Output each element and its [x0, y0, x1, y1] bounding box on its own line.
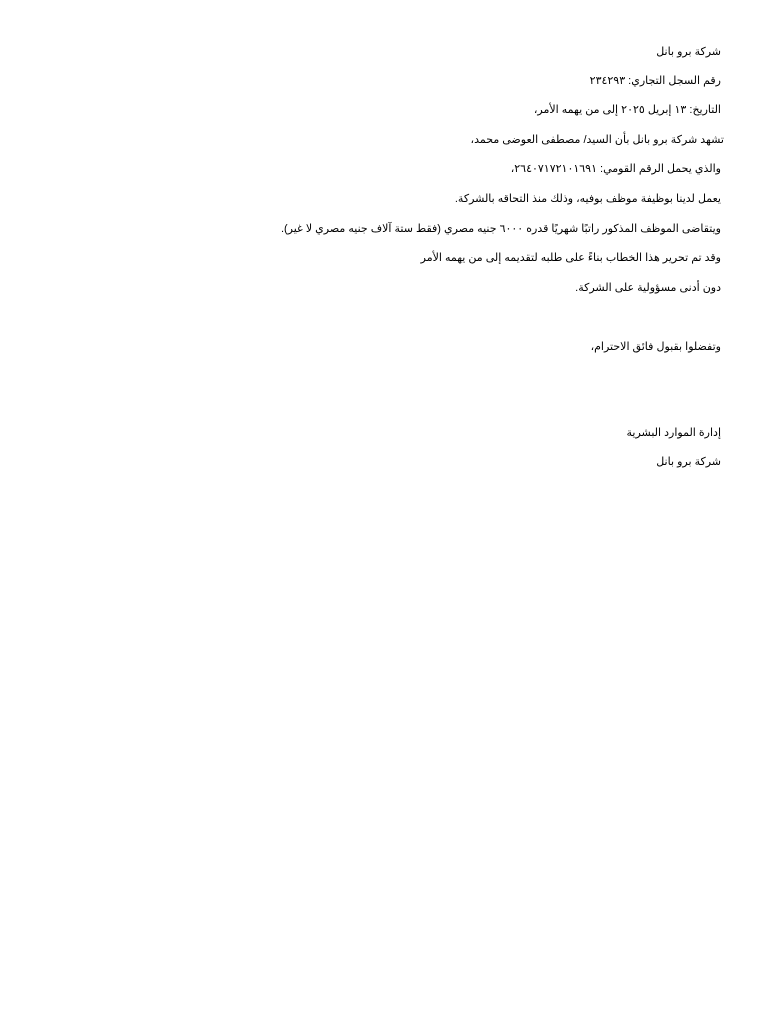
closing-line: وتفضلوا بقبول فائق الاحترام، — [590, 341, 721, 353]
company-header: شركة برو بانل — [656, 46, 721, 58]
job-line: يعمل لدينا بوظيفة موظف بوفيه، وذلك منذ التحاقه بالشركة. — [454, 193, 721, 205]
request-line: وقد تم تحرير هذا الخطاب بناءً على طلبه لتقديمه إلى من يهمه الأمر — [420, 252, 721, 264]
commercial-register-line: رقم السجل التجاري: ٢٣٤٢٩٣ — [589, 75, 721, 87]
salary-line: ويتقاضى الموظف المذكور راتبًا شهريًا قدره ٦٠٠٠ جنيه مصري (فقط ستة آلاف جنيه مصري لا غير). — [280, 223, 721, 235]
liability-line: دون أدنى مسؤولية على الشركة. — [575, 282, 721, 294]
signature-department: إدارة الموارد البشرية — [626, 427, 721, 439]
date-line: التاريخ: ١٣ إبريل ٢٠٢٥ إلى من يهمه الأمر، — [533, 104, 721, 116]
national-id-line: والذي يحمل الرقم القومي: ٢٦٤٠٧١٧٢١٠١٦٩١، — [510, 163, 721, 175]
certify-line: تشهد شركة برو بانل بأن السيد/ مصطفى العوضى محمد، — [470, 134, 724, 146]
signature-company: شركة برو بانل — [656, 456, 721, 468]
